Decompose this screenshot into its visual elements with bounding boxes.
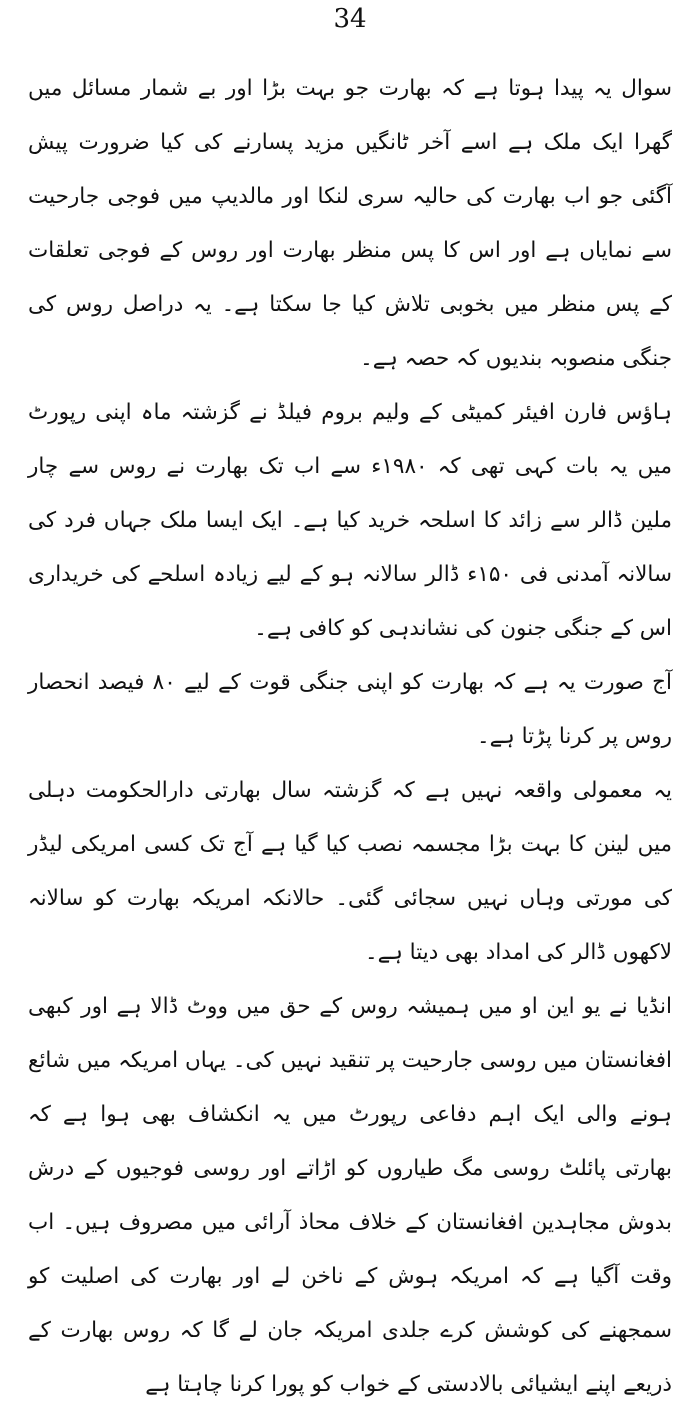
page-number: 34 bbox=[333, 4, 367, 34]
page-body bbox=[28, 62, 672, 1412]
paragraph-1: سوال یہ پیدا ہوتا ہے کہ بھارت جو بہت بڑا اور بے شمار مسائل میں گھرا ایک ملک ہے اسے آخر ٹانگیں مزید پسارنے کی کیا ضرورت پیش آگئی جو اب بھارت کی حالیہ سری لنکا اور مالدیپ میں فوجی جارحیت سے نمایاں ہے اور اس کا پس منظر بھارت اور روس کے فوجی تعلقات کے پس منظر میں بخوبی تلاش کیا جا سکتا ہے۔ یہ دراصل روس کی جنگی منصوبہ بندیوں کہ حصہ ہے۔ bbox=[28, 76, 672, 371]
paragraph-3: آج صورت یہ ہے کہ بھارت کو اپنی جنگی قوت کے لیے ۸۰ فیصد انحصار روس پر کرنا پڑتا ہے۔ bbox=[28, 670, 672, 749]
paragraph-5: انڈیا نے یو این او میں ہمیشہ روس کے حق میں ووٹ ڈالا ہے اور کبھی افغانستان میں روسی جارحیت پر تنقید نہیں کی۔ یہاں امریکہ میں شائع ہونے والی ایک اہم دفاعی رپورٹ میں یہ انکشاف بھی ہوا ہے کہ بھارتی پائلٹ روسی مگ طیاروں کو اڑاتے اور روسی فوجیوں کے درش بدوش مجاہدین افغانستان کے خلاف محاذ آرائی میں مصروف ہیں۔ اب وقت آگیا ہے کہ امریکہ ہوش کے ناخن لے اور بھارت کی اصلیت کو سمجھنے کی کوشش کرے جلدی امریکہ جان لے گا کہ روس بھارت کے ذریعے اپنے ایشیائی بالادستی کے خواب کو پورا کرنا چاہتا ہے bbox=[28, 994, 672, 1397]
paragraph-2: ہاؤس فارن افیئر کمیٹی کے ولیم بروم فیلڈ نے گزشتہ ماہ اپنی رپورٹ میں یہ بات کہی تھی کہ ۱۹۸۰ء سے اب تک بھارت نے روس سے چار ملین ڈالر سے زائد کا اسلحہ خرید کیا ہے۔ ایک ایسا ملک جہاں فرد کی سالانہ آمدنی فی ۱۵۰ء ڈالر سالانہ ہو کے لیے زیادہ اسلحے کی خریداری اس کے جنگی جنون کی نشاندہی کو کافی ہے۔ bbox=[28, 400, 672, 641]
paragraph-4: یہ معمولی واقعہ نہیں ہے کہ گزشتہ سال بھارتی دارالحکومت دہلی میں لینن کا بہت بڑا مجسمہ نصب کیا گیا ہے آج تک کسی امریکی لیڈر کی مورتی وہاں نہیں سجائی گئی۔ حالانکہ امریکہ بھارت کو سالانہ لاکھوں ڈالر کی امداد بھی دیتا ہے۔ bbox=[28, 778, 672, 965]
